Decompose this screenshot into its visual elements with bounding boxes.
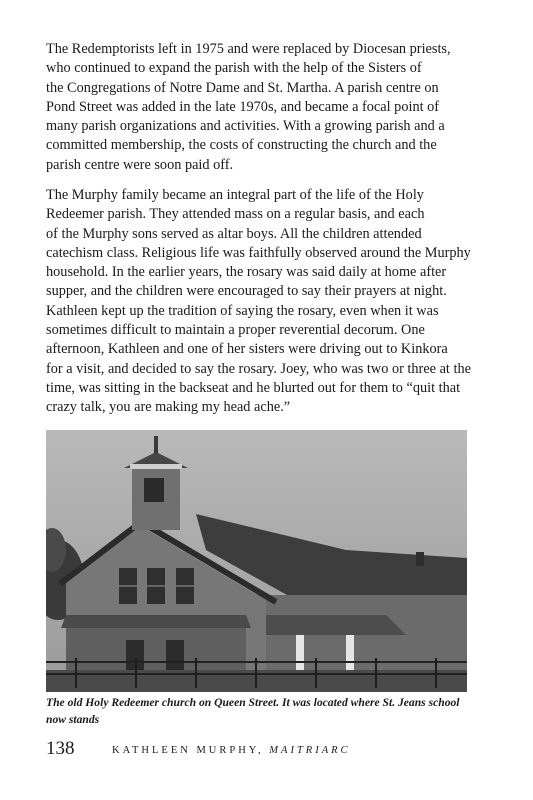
text-line: the Congregations of Notre Dame and St. Martha. A parish centre on bbox=[46, 79, 439, 96]
running-head bbox=[112, 745, 351, 756]
text-line: The Redemptorists left in 1975 and were replaced by Diocesan priests, bbox=[46, 41, 451, 57]
church-photograph bbox=[46, 430, 467, 692]
text-line: for a visit, and decided to say the rosary. Joey, who was two or three at the bbox=[46, 360, 471, 377]
page-number: 138 bbox=[46, 738, 75, 759]
text-line: supper, and the children were encouraged to say their prayers at night. bbox=[46, 283, 447, 300]
text-line: parish centre were soon paid off. bbox=[46, 156, 234, 173]
text-line: many parish organizations and activities. With a growing parish and a bbox=[46, 118, 445, 135]
text-line: crazy talk, you are making my head ache.” bbox=[46, 399, 291, 416]
text-line: afternoon, Kathleen and one of her sisters were driving out to Kinkora bbox=[46, 341, 448, 358]
text-line: committed membership, the costs of constructing the church and the bbox=[46, 137, 437, 154]
text-line: sometimes difficult to maintain a proper reverential decorum. One bbox=[46, 322, 425, 339]
body-paragraph-1 bbox=[46, 40, 486, 175]
text-line: Kathleen kept up the tradition of saying the rosary, even when it was bbox=[46, 302, 439, 319]
text-line: catechism class. Religious life was faithfully observed around the Murphy bbox=[46, 244, 471, 261]
text-line: of the Murphy sons served as altar boys. All the children attended bbox=[46, 225, 422, 242]
body-paragraph-2 bbox=[46, 186, 486, 418]
photo-caption bbox=[46, 694, 486, 728]
text-line: Redeemer parish. They attended mass on a regular basis, and each bbox=[46, 206, 425, 223]
text-line: who continued to expand the parish with the help of the Sisters of bbox=[46, 60, 422, 77]
text-line: time, was sitting in the backseat and he blurted out for them to “quit that bbox=[46, 379, 461, 396]
caption-line: now stands bbox=[46, 713, 100, 726]
running-head-author: KATHLEEN MURPHY, bbox=[112, 745, 264, 756]
text-line: household. In the earlier years, the rosary was said daily at home after bbox=[46, 264, 447, 281]
caption-line: The old Holy Redeemer church on Queen Street. It was located where St. Jeans school bbox=[46, 696, 460, 709]
text-line: The Murphy family became an integral part of the life of the Holy bbox=[46, 187, 424, 203]
running-head-title: MAITRIARC bbox=[269, 745, 351, 756]
text-line: Pond Street was added in the late 1970s, and became a focal point of bbox=[46, 98, 440, 115]
